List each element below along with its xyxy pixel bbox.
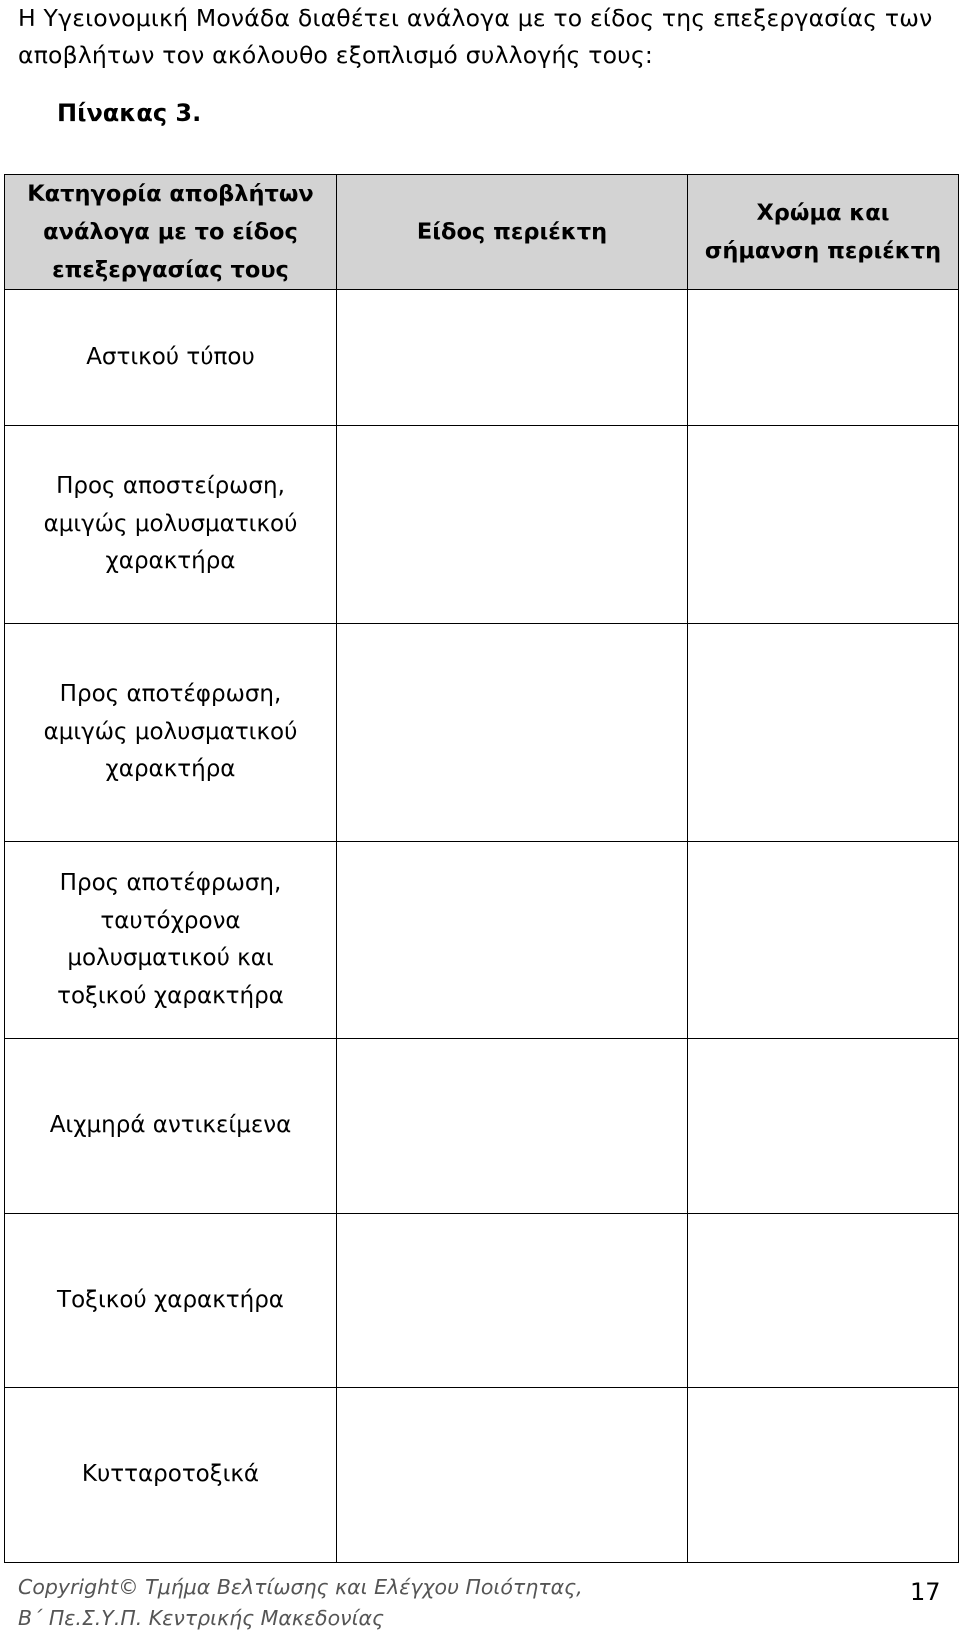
category-cell: Αστικού τύπου bbox=[5, 290, 337, 426]
container-color-cell bbox=[688, 842, 959, 1039]
container-color-cell bbox=[688, 624, 959, 842]
container-color-cell bbox=[688, 1214, 959, 1388]
container-type-cell bbox=[337, 290, 688, 426]
category-cell: Προς αποστείρωση, αμιγώς μολυσματικού χαρακτήρα bbox=[5, 426, 337, 624]
waste-container-table bbox=[4, 174, 959, 1563]
header-container-type: Είδος περιέκτη bbox=[337, 175, 688, 290]
page-number: 17 bbox=[910, 1578, 941, 1606]
container-color-cell bbox=[688, 290, 959, 426]
container-type-cell bbox=[337, 1388, 688, 1563]
container-type-cell bbox=[337, 1214, 688, 1388]
table-row bbox=[5, 842, 959, 1039]
table-row bbox=[5, 624, 959, 842]
category-cell: Τοξικού χαρακτήρα bbox=[5, 1214, 337, 1388]
category-cell: Αιχμηρά αντικείμενα bbox=[5, 1039, 337, 1214]
container-type-cell bbox=[337, 1039, 688, 1214]
table-header-row bbox=[5, 175, 959, 290]
container-color-cell bbox=[688, 1388, 959, 1563]
table-row bbox=[5, 1214, 959, 1388]
header-waste-category: Κατηγορία αποβλήτων ανάλογα με το είδος επεξεργασίας τους bbox=[5, 175, 337, 290]
category-cell: Προς αποτέφρωση, ταυτόχρονα μολυσματικού και τοξικού χαρακτήρα bbox=[5, 842, 337, 1039]
container-color-cell bbox=[688, 426, 959, 624]
header-container-color: Χρώμα και σήμανση περιέκτη bbox=[688, 175, 959, 290]
container-type-cell bbox=[337, 426, 688, 624]
table-row bbox=[5, 426, 959, 624]
container-type-cell bbox=[337, 624, 688, 842]
table-row bbox=[5, 1388, 959, 1563]
footer-line-2: Β΄ Πε.Σ.Υ.Π. Κεντρικής Μακεδονίας bbox=[18, 1606, 385, 1630]
table-row bbox=[5, 290, 959, 426]
footer-copyright bbox=[18, 1572, 583, 1634]
intro-paragraph: Η Υγειονομική Μονάδα διαθέτει ανάλογα με το είδος της επεξεργασίας των αποβλήτων τον ακόλουθο εξοπλισμό συλλογής τους: bbox=[18, 4, 933, 69]
category-cell: Προς αποτέφρωση, αμιγώς μολυσματικού χαρακτήρα bbox=[5, 624, 337, 842]
container-type-cell bbox=[337, 842, 688, 1039]
table-row bbox=[5, 1039, 959, 1214]
table-caption: Πίνακας 3. bbox=[57, 99, 202, 127]
container-color-cell bbox=[688, 1039, 959, 1214]
category-cell: Κυτταροτοξικά bbox=[5, 1388, 337, 1563]
footer-line-1: Copyright© Τμήμα Βελτίωσης και Ελέγχου Ποιότητας, bbox=[18, 1575, 583, 1599]
